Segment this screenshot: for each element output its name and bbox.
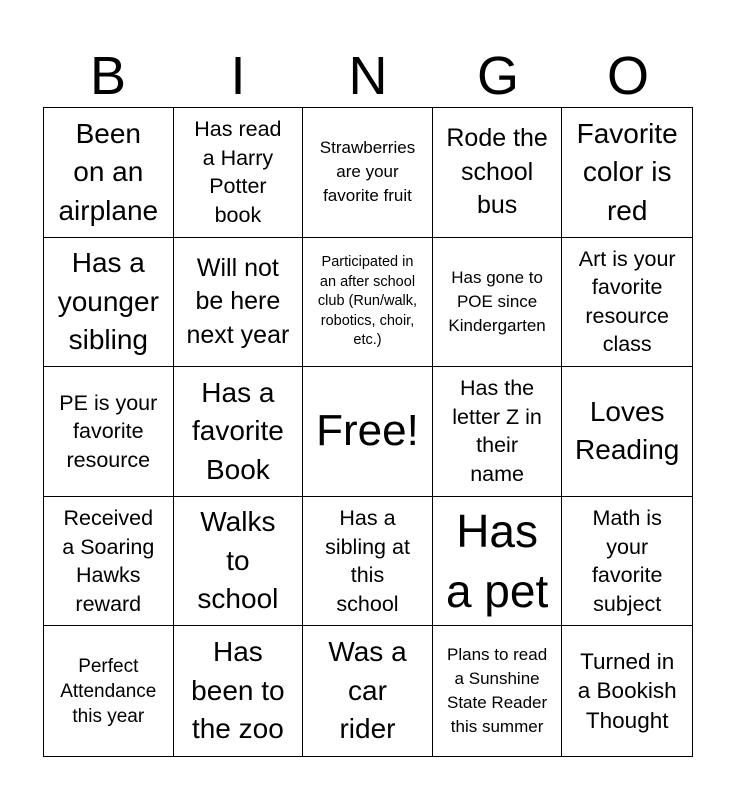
cell-text: Has a sibling at this school — [325, 506, 410, 616]
bingo-cell-r2c4[interactable] — [433, 238, 563, 368]
bingo-cell-r3c1[interactable] — [44, 367, 174, 497]
cell-text: Favorite color is red — [576, 117, 678, 226]
cell-text: Has a younger sibling — [57, 247, 159, 356]
cell-text: Was a car rider — [328, 636, 407, 745]
cell-text: Has a favorite Book — [191, 376, 284, 485]
bingo-cell-r1c5[interactable] — [562, 108, 692, 238]
cell-text: Will not be here next year — [186, 253, 290, 349]
bingo-cell-r4c5[interactable] — [562, 497, 692, 627]
bingo-cell-r1c4[interactable] — [433, 108, 563, 238]
header-letter-b: B — [89, 46, 127, 106]
cell-text: Walks to school — [197, 506, 279, 615]
bingo-header — [43, 45, 693, 107]
header-letter-i: I — [230, 46, 246, 106]
cell-text: Has read a Harry Potter book — [194, 117, 282, 227]
cell-text: Loves Reading — [575, 395, 680, 466]
cell-text: Received a Soaring Hawks reward — [62, 506, 155, 616]
bingo-cell-r3c2[interactable] — [174, 367, 304, 497]
free-space-text: Free! — [316, 406, 419, 456]
cell-text: Strawberries are your favorite fruit — [319, 138, 416, 206]
header-letter-o: O — [606, 46, 649, 106]
bingo-cell-r4c3[interactable] — [303, 497, 433, 627]
bingo-cell-r5c5[interactable] — [562, 626, 692, 756]
bingo-cell-r5c1[interactable] — [44, 626, 174, 756]
cell-text: Has the letter Z in their name — [452, 376, 542, 486]
bingo-cell-r1c3[interactable] — [303, 108, 433, 238]
cell-text: Has gone to POE since Kindergarten — [448, 267, 546, 335]
cell-text: Been on an airplane — [58, 117, 159, 226]
cell-text: Art is your favorite resource class — [578, 246, 676, 357]
cell-text: Has a pet — [445, 505, 549, 618]
cell-text: Perfect Attendance this year — [60, 655, 157, 727]
cell-text: Plans to read a Sunshine State Reader this summer — [447, 645, 548, 737]
bingo-cell-r2c5[interactable] — [562, 238, 692, 368]
bingo-cell-r5c3[interactable] — [303, 626, 433, 756]
bingo-cell-r1c2[interactable] — [174, 108, 304, 238]
bingo-cell-r2c3[interactable] — [303, 238, 433, 368]
free-space[interactable] — [303, 367, 433, 497]
bingo-cell-r1c1[interactable] — [44, 108, 174, 238]
bingo-cell-r2c1[interactable] — [44, 238, 174, 368]
header-letter-g: G — [476, 46, 519, 106]
cell-text: Turned in a Bookish Thought — [577, 648, 677, 733]
bingo-cell-r5c2[interactable] — [174, 626, 304, 756]
bingo-board — [43, 107, 693, 757]
cell-text: Rode the school bus — [446, 124, 548, 220]
bingo-cell-r4c2[interactable] — [174, 497, 304, 627]
cell-text: Has been to the zoo — [191, 636, 285, 745]
cell-text: Math is your favorite subject — [591, 506, 663, 616]
cell-text: Participated in an after school club (Run/walk, robotics, choir, etc.) — [317, 254, 418, 349]
bingo-cell-r5c4[interactable] — [433, 626, 563, 756]
header-letter-n: N — [348, 46, 388, 106]
bingo-cell-r4c4[interactable] — [433, 497, 563, 627]
bingo-cell-r4c1[interactable] — [44, 497, 174, 627]
cell-text: PE is your favorite resource — [59, 390, 158, 472]
bingo-cell-r2c2[interactable] — [174, 238, 304, 368]
bingo-cell-r3c4[interactable] — [433, 367, 563, 497]
bingo-cell-r3c5[interactable] — [562, 367, 692, 497]
